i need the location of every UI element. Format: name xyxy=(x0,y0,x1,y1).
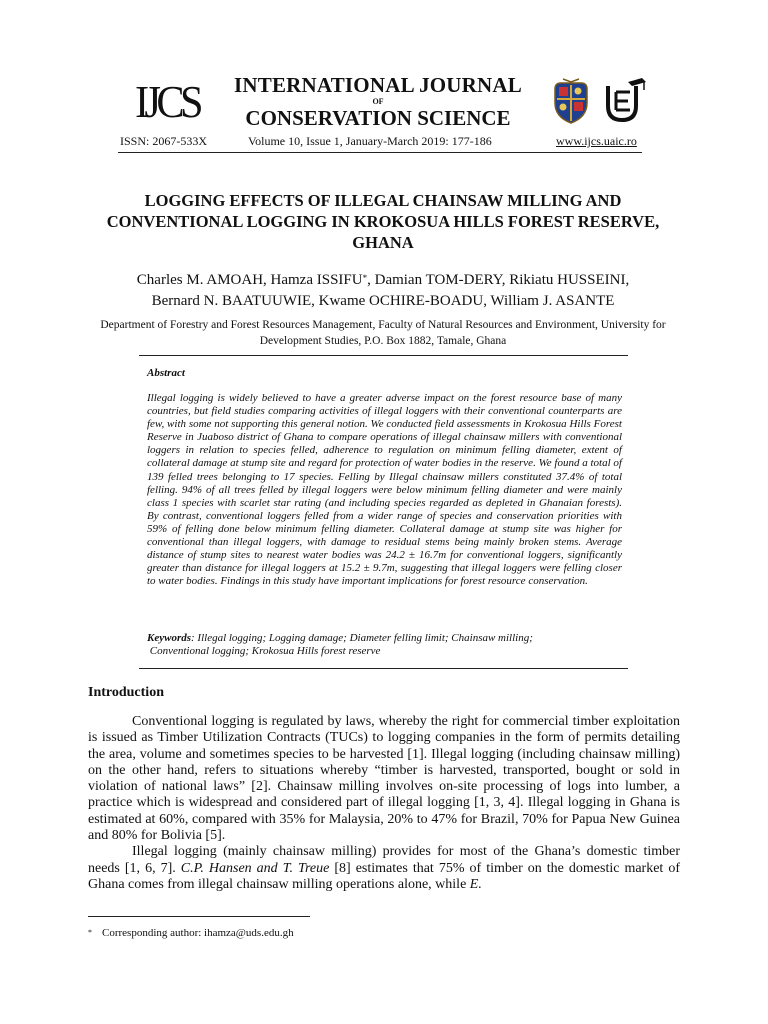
abstract-divider-bottom xyxy=(139,668,628,669)
corresponding-author-mark: * xyxy=(362,273,368,283)
keywords xyxy=(147,632,622,658)
introduction-body xyxy=(88,714,680,893)
citation-authors: C.P. Hansen and T. Treue xyxy=(180,860,330,876)
paragraph-2-text-b: [8] estimates that 75% of timber on the domestic market of Ghana comes from illegal chainsaw milling operations alone, while xyxy=(88,860,681,892)
introduction-paragraph-2 xyxy=(88,844,680,893)
volume-info: Volume 10, Issue 1, January-March 2019: 177-186 xyxy=(248,134,492,148)
header-divider xyxy=(118,152,642,153)
journal-logo: IJCS xyxy=(135,76,199,127)
footnote-mark: * xyxy=(88,928,92,937)
affiliation: Department of Forestry and Forest Resources Management, Faculty of Natural Resources and Environment, University for Development Studies, P.O. Box 1882, Tamale, Ghana xyxy=(100,319,666,347)
authors-line1-part2: , Damian TOM-DERY, Rikiatu HUSSEINI, xyxy=(367,272,630,288)
abstract-divider-top xyxy=(139,355,628,356)
journal-name-line1: INTERNATIONAL JOURNAL xyxy=(234,73,522,97)
paragraph-2-text-c: E. xyxy=(469,876,482,892)
author-list xyxy=(100,270,666,312)
keywords-label: Keywords xyxy=(147,632,191,644)
introduction-paragraph-1: Conventional logging is regulated by laws, whereby the right for commercial timber exploitation is issued as Timber Utilization Contracts (TUCs) to logging companies in the form of permits detailing the area, volume and sometimes species to be harvested [1]. Illegal logging (including chainsaw milling) on the other hand, refers to situations whereby “timber is harvested, transported, bought or sold in violation of national laws” [2]. Chainsaw milling involves on-site processing of logs into lumber, a practice which is widespread and considered part of illegal logging [1, 3, 4]. Illegal logging in Ghana is estimated at 60%, compared with 35% for Malaysia, 20% to 47% for Brazil, 70% for Papua New Guinea and 80% for Bolivia [5]. xyxy=(88,714,680,844)
journal-name-line2: CONSERVATION SCIENCE xyxy=(245,106,511,130)
introduction-heading: Introduction xyxy=(88,685,164,700)
footnote xyxy=(88,926,294,940)
keywords-line1: : Illegal logging; Logging damage; Diameter felling limit; Chainsaw milling; xyxy=(191,632,533,644)
university-crest-icon xyxy=(551,77,591,125)
journal-name-of: OF xyxy=(372,97,384,106)
corresponding-author-note: Corresponding author: ihamza@uds.edu.gh xyxy=(102,927,294,939)
authors-line2: Bernard N. BAATUUWIE, Kwame OCHIRE-BOADU, William J. ASANTE xyxy=(151,293,615,309)
abstract-heading: Abstract xyxy=(147,367,185,379)
paper-title: LOGGING EFFECTS OF ILLEGAL CHAINSAW MILLING AND CONVENTIONAL LOGGING IN KROKOSUA HILLS FOREST RESERVE, GHANA xyxy=(106,191,660,252)
issn: ISSN: 2067-533X xyxy=(120,134,208,148)
ue-logo-icon xyxy=(602,76,648,124)
paragraph-2-text-a: Illegal logging (mainly chainsaw milling) provides for most of the Ghana’s domestic timber needs [1, 6, 7]. xyxy=(88,844,680,876)
journal-website-link[interactable]: www.ijcs.uaic.ro xyxy=(556,134,637,148)
abstract-text: Illegal logging is widely believed to have a greater adverse impact on the forest resource base of many countries, but field studies comparing activities of illegal loggers with their conventional counterparts are few, with some not supporting this general notion. We conducted field assessments in Krokosua Hills Forest Reserve in Juaboso district of Ghana to compare operations of illegal chainsaw millers with conventional loggers in relation to species felled, adherence to regulation on minimum felling diameter, extent of collateral damage at stump site and regard for protection of water bodies in the reserve. We found a total of 139 felled trees belonging to 17 species. Felling by Illegal chainsaw millers constituted 37.4% of total felling. 94% of all trees felled by illegal loggers were below minimum felling diameter and were mainly class 1 species with scarlet star rating (and including species regarded as depleted in Ghanaian forests). By contrast, conventional loggers felled from a wider range of species and conservation priorities with 59% of felling done below minimum felling diameter. Collateral damage at stump site was higher for conventional than illegal loggers, with damage to residual stems being mainly broken stems. Average distance of stump sites to nearest water bodies was 24.2 ± 16.7m for conventional loggers, significantly greater than distance for illegal loggers at 15.2 ± 9.7m, suggesting that illegal loggers were felling closer to water bodies. Findings in this study have important implications for forest resource conservation. xyxy=(147,392,622,588)
authors-line1-part1: Charles M. AMOAH, Hamza ISSIFU xyxy=(136,272,363,288)
keywords-line2: Conventional logging; Krokosua Hills forest reserve xyxy=(149,645,381,657)
footnote-divider xyxy=(88,916,310,917)
